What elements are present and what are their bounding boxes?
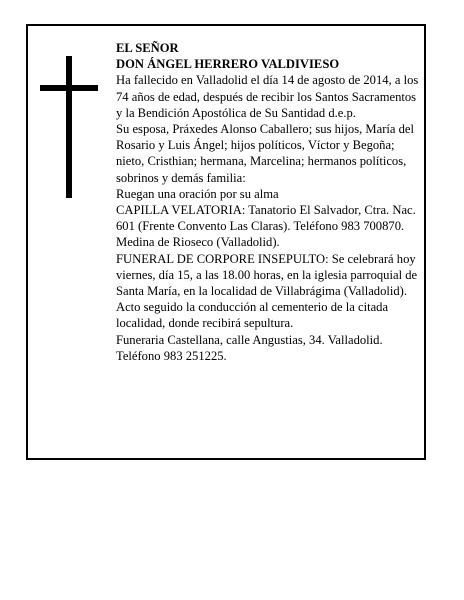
funeral-home-info: Funeraria Castellana, calle Angustias, 34. Valladolid. Teléfono 983 251225. [116,332,383,363]
wake-info: CAPILLA VELATORIA: Tanatorio El Salvador, Ctra. Nac. 601 (Frente Convento Las Claras). Teléfono 983 700870. Medina de Rioseco (Valladolid). [116,203,416,250]
cross-vertical-bar [66,56,72,198]
title-line-1: EL SEÑOR [116,41,179,55]
family-list: Su esposa, Práxedes Alonso Caballero; sus hijos, María del Rosario y Luis Ángel; hijos políticos, Víctor y Begoña; nieto, Cristhian; hermana, Marcelina; hermanos políticos, sobrinos y demás familia: [116,122,415,185]
deceased-name: DON ÁNGEL HERRERO VALDIVIESO [116,57,340,72]
obituary-notice [26,24,426,460]
cross-horizontal-bar [40,85,98,91]
notice-text [116,40,422,364]
funeral-info: FUNERAL DE CORPORE INSEPULTO: Se celebrará hoy viernes, día 15, a las 18.00 horas, en la iglesia parroquial de Santa María, en la localidad de Villabrágima (Valladolid). Acto seguido la conducción al cementerio de la citada localidad, donde recibirá sepultura. [116,251,418,331]
prayer-request: Ruegan una oración por su alma [116,186,279,201]
death-announcement: Ha fallecido en Valladolid el día 14 de agosto de 2014, a los 74 años de edad, después de recibir los Santos Sacramentos y la Bendición Apostólica de Su Santidad d.e.p. [116,73,419,120]
